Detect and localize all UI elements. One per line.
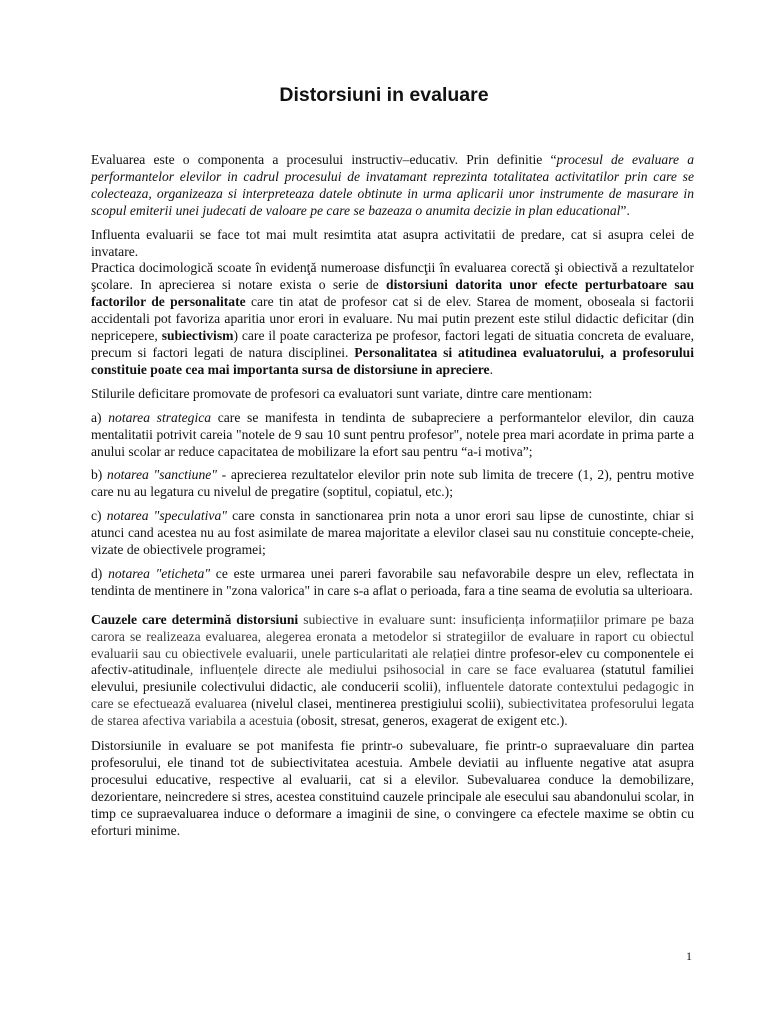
paragraph-definition: Evaluarea este o componenta a procesului instructiv–educativ. Prin definitie “procesul de evaluare a performantelor elevilor in cadrul procesului de invatamant reprezinta totalitatea activitatilor prin care se colecteaza, organizeaza si interpreteaza datele obtinute in urma aplicarii unor instrumente de masurare in scopul emiterii unei judecati de valoare pe care se bazeaza o anumita decizie in plan educational”. [91,152,695,218]
list-item-notarea-speculativa: c) notarea "speculativa" care consta in sanctionarea prin nota a unor erori sau lipse de cunostinte, chiar si atunci cand acestea nu au fost asimilate de marea majoritate a elevilor clasei sau nu constituie concepte-cheie, vizate de obiectivele programei; [91,508,694,558]
list-item-notarea-sanctiune: b) notarea "sanctiune" - aprecierea rezultatelor elevilor prin note sub limita de trecere (1, 2), pentru motive care nu au legatura cu nivelul de pregatire (soptitul, copiatul, etc.); [91,467,694,500]
list-item-notarea-strategica: a) notarea strategica care se manifesta in tendinta de subapreciere a performantelor elevilor, din cauza mentalitatii potrivit careia "notele de 9 sau 10 sunt pentru profesor", notele prea mari acordate in prima parte a anului scolar ar reduce capacitatea de mobilizare la efort sau pentru “a-i motiva”; [91,409,694,459]
document-body [91,152,694,847]
paragraph-conclusion: Distorsiunile in evaluare se pot manifesta fie printr-o subevaluare, fie printr-o supraevaluare din partea profesorului, ele tinand tot de subiectivitatea acestuia. Ambele deviatii au influente negative atat asupra procesului educative, respective al evaluarii, cat si a elevilor. Subevaluarea conduce la demobilizare, dezorientare, neincredere si stres, acestea constituind cauzele principale ale esecului sau abandonului scolar, in timp ce supraevaluarea induce o deformare a imaginii de sine, o convingere ca efectele maxime se obtin cu eforturi minime. [91,738,694,838]
page-number: 1 [686,949,692,963]
paragraph-causes: Cauzele care determină distorsiuni subiective in evaluare sunt: insuficiența informațiilor primare pe baza carora se realizeaza evaluarea, alegerea eronata a metodelor si strategiilor de evaluare in raport cu obiectul evaluarii sau cu obiectivele evaluarii, unele particularitati ale relației dintre profesor-elev cu componentele ei afectiv-atitudinale, influențele directe ale mediului psihosocial in care se face evaluarea (statutul familiei elevului, presiunile colectivului didactic, ale conducerii scolii), influentele datorate contextului pedagogic in care se efectuează evaluarea (nivelul clasei, mentinerea prestigiului scolii), subiectivitatea profesorului legata de starea afectiva variabila a acestuia (obosit, stresat, generos, exagerat de exigent etc.). [91,611,694,729]
definition-quote: procesul de evaluare a performantelor elevilor in cadrul procesului de invatamant reprezinta totalitatea activitatilor prin care se colecteaza, organizeaza si interpreteaza datele obtinute in urma aplicarii unor instrumente de masurare in scopul emiterii unei judecati de valoare pe care se bazeaza o anumita decizie in plan educational [91,152,695,218]
paragraph-docimology: Practica docimologică scoate în evidenţă numeroase disfuncţii în evaluarea corectă şi obiectivă a rezultatelor şcolare. In aprecierea si notare exista o serie de distorsiuni datorita unor efecte perturbatoare sau factorilor de personalitate care tin atat de profesor cat si de elev. Starea de moment, oboseala si factorii accidentali pot favoriza aparitia unor erori in evaluare. Nu mai putin prezent este stilul didactic deficitar (din nepricepere, subiectivism) care il poate caracteriza pe profesor, factori legati de situatia concreta de evaluare, precum si factori legati de natura disciplinei. Personalitatea si atitudinea evaluatorului, a profesorului constituie poate cea mai importanta sursa de distorsiune in apreciere. [91,260,695,377]
paragraph-styles-intro: Stilurile deficitare promovate de profesori ca evaluatori sunt variate, dintre care mentionam: [91,385,593,401]
document-title: Distorsiuni in evaluare [279,84,489,106]
list-item-notarea-eticheta: d) notarea "eticheta" ce este urmarea unei pareri favorabile sau nefavorabile despre un elev, reflectata in tendinta de mentinere in "zona valorica" in care s-a aflat o perioada, fara a tine seama de evolutia sa ulterioara. [91,565,694,598]
paragraph-influence: Influenta evaluarii se face tot mai mult resimtita atat asupra activitatii de predare, cat si asupra celei de invatare. [91,226,694,259]
